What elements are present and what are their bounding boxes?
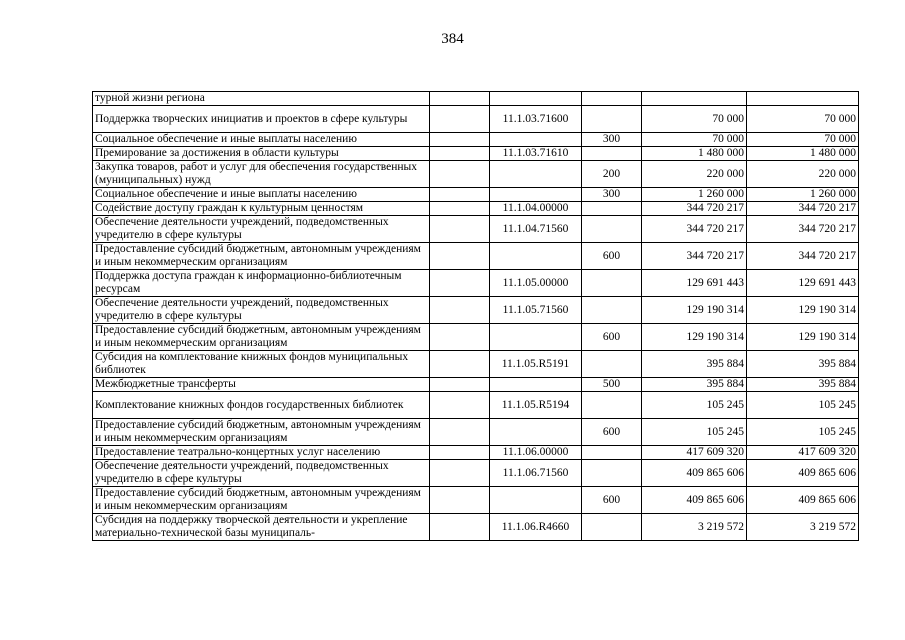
empty-cell (430, 460, 490, 487)
empty-cell (430, 378, 490, 392)
expense-type-cell (582, 351, 642, 378)
table-row (93, 270, 859, 297)
row-name-cell: турной жизни региона (93, 92, 430, 106)
table-row (93, 106, 859, 133)
row-name-cell: Закупка товаров, работ и услуг для обеспечения государственных (муниципальных) нужд (93, 161, 430, 188)
empty-cell (430, 419, 490, 446)
target-code-cell (490, 161, 582, 188)
amount-year1-cell: 395 884 (642, 351, 747, 378)
budget-table-body (93, 92, 859, 541)
amount-year2-cell: 344 720 217 (747, 202, 859, 216)
empty-cell (430, 161, 490, 188)
amount-year2-cell: 3 219 572 (747, 514, 859, 541)
target-code-cell: 11.1.05.R5194 (490, 392, 582, 419)
expense-type-cell: 200 (582, 161, 642, 188)
amount-year1-cell: 105 245 (642, 419, 747, 446)
table-row (93, 147, 859, 161)
amount-year1-cell: 417 609 320 (642, 446, 747, 460)
target-code-cell (490, 133, 582, 147)
expense-type-cell (582, 460, 642, 487)
target-code-cell (490, 188, 582, 202)
expense-type-cell: 600 (582, 243, 642, 270)
amount-year2-cell: 417 609 320 (747, 446, 859, 460)
target-code-cell: 11.1.03.71610 (490, 147, 582, 161)
empty-cell (430, 487, 490, 514)
target-code-cell: 11.1.05.00000 (490, 270, 582, 297)
amount-year2-cell: 395 884 (747, 351, 859, 378)
amount-year2-cell: 129 190 314 (747, 324, 859, 351)
amount-year1-cell: 409 865 606 (642, 460, 747, 487)
amount-year2-cell: 105 245 (747, 392, 859, 419)
row-name-cell: Обеспечение деятельности учреждений, подведомственных учредителю в сфере культуры (93, 216, 430, 243)
table-row (93, 297, 859, 324)
amount-year2-cell: 344 720 217 (747, 243, 859, 270)
target-code-cell: 11.1.06.00000 (490, 446, 582, 460)
empty-cell (430, 392, 490, 419)
empty-cell (430, 106, 490, 133)
amount-year1-cell: 220 000 (642, 161, 747, 188)
row-name-cell: Поддержка доступа граждан к информационно-библиотечным ресурсам (93, 270, 430, 297)
empty-cell (430, 92, 490, 106)
expense-type-cell: 600 (582, 324, 642, 351)
row-name-cell: Обеспечение деятельности учреждений, подведомственных учредителю в сфере культуры (93, 297, 430, 324)
empty-cell (430, 351, 490, 378)
row-name-cell: Предоставление театрально-концертных услуг населению (93, 446, 430, 460)
amount-year2-cell: 105 245 (747, 419, 859, 446)
table-row (93, 487, 859, 514)
table-row (93, 446, 859, 460)
expense-type-cell (582, 297, 642, 324)
table-row (93, 324, 859, 351)
amount-year1-cell: 409 865 606 (642, 487, 747, 514)
amount-year1-cell: 344 720 217 (642, 243, 747, 270)
amount-year2-cell: 220 000 (747, 161, 859, 188)
table-row (93, 216, 859, 243)
amount-year1-cell: 105 245 (642, 392, 747, 419)
empty-cell (430, 514, 490, 541)
target-code-cell (490, 92, 582, 106)
amount-year1-cell: 70 000 (642, 133, 747, 147)
amount-year1-cell: 129 691 443 (642, 270, 747, 297)
row-name-cell: Субсидия на поддержку творческой деятельности и укрепление материально-технической базы муниципаль- (93, 514, 430, 541)
amount-year2-cell: 70 000 (747, 133, 859, 147)
row-name-cell: Предоставление субсидий бюджетным, автономным учреждениям и иным некоммерческим организациям (93, 243, 430, 270)
amount-year2-cell: 70 000 (747, 106, 859, 133)
amount-year1-cell (642, 92, 747, 106)
empty-cell (430, 297, 490, 324)
amount-year1-cell: 1 480 000 (642, 147, 747, 161)
amount-year2-cell: 344 720 217 (747, 216, 859, 243)
table-row (93, 460, 859, 487)
amount-year1-cell: 344 720 217 (642, 216, 747, 243)
target-code-cell: 11.1.04.71560 (490, 216, 582, 243)
amount-year2-cell: 395 884 (747, 378, 859, 392)
target-code-cell: 11.1.06.71560 (490, 460, 582, 487)
amount-year2-cell: 129 190 314 (747, 297, 859, 324)
row-name-cell: Премирование за достижения в области культуры (93, 147, 430, 161)
empty-cell (430, 147, 490, 161)
amount-year2-cell: 1 260 000 (747, 188, 859, 202)
empty-cell (430, 324, 490, 351)
amount-year2-cell (747, 92, 859, 106)
row-name-cell: Обеспечение деятельности учреждений, подведомственных учредителю в сфере культуры (93, 460, 430, 487)
row-name-cell: Субсидия на комплектование книжных фондов муниципальных библиотек (93, 351, 430, 378)
row-name-cell: Социальное обеспечение и иные выплаты населению (93, 133, 430, 147)
row-name-cell: Предоставление субсидий бюджетным, автономным учреждениям и иным некоммерческим организациям (93, 419, 430, 446)
amount-year2-cell: 409 865 606 (747, 487, 859, 514)
row-name-cell: Межбюджетные трансферты (93, 378, 430, 392)
amount-year2-cell: 1 480 000 (747, 147, 859, 161)
target-code-cell (490, 243, 582, 270)
expense-type-cell (582, 446, 642, 460)
table-row (93, 188, 859, 202)
expense-type-cell (582, 106, 642, 133)
expense-type-cell (582, 92, 642, 106)
expense-type-cell (582, 270, 642, 297)
amount-year2-cell: 129 691 443 (747, 270, 859, 297)
row-name-cell: Поддержка творческих инициатив и проектов в сфере культуры (93, 106, 430, 133)
expense-type-cell: 300 (582, 133, 642, 147)
table-row (93, 351, 859, 378)
target-code-cell: 11.1.05.71560 (490, 297, 582, 324)
expense-type-cell (582, 147, 642, 161)
expense-type-cell: 300 (582, 188, 642, 202)
expense-type-cell (582, 202, 642, 216)
target-code-cell (490, 324, 582, 351)
empty-cell (430, 133, 490, 147)
empty-cell (430, 216, 490, 243)
target-code-cell: 11.1.05.R5191 (490, 351, 582, 378)
table-row (93, 161, 859, 188)
empty-cell (430, 243, 490, 270)
target-code-cell: 11.1.06.R4660 (490, 514, 582, 541)
expense-type-cell: 500 (582, 378, 642, 392)
amount-year1-cell: 1 260 000 (642, 188, 747, 202)
table-row (93, 419, 859, 446)
table-row (93, 133, 859, 147)
amount-year1-cell: 395 884 (642, 378, 747, 392)
target-code-cell: 11.1.03.71600 (490, 106, 582, 133)
row-name-cell: Социальное обеспечение и иные выплаты населению (93, 188, 430, 202)
row-name-cell: Предоставление субсидий бюджетным, автономным учреждениям и иным некоммерческим организациям (93, 324, 430, 351)
amount-year1-cell: 129 190 314 (642, 324, 747, 351)
page-number: 384 (441, 31, 464, 47)
amount-year1-cell: 3 219 572 (642, 514, 747, 541)
amount-year1-cell: 70 000 (642, 106, 747, 133)
budget-table (92, 91, 859, 541)
target-code-cell (490, 419, 582, 446)
row-name-cell: Содействие доступу граждан к культурным ценностям (93, 202, 430, 216)
expense-type-cell (582, 216, 642, 243)
table-row (93, 92, 859, 106)
empty-cell (430, 188, 490, 202)
expense-type-cell (582, 514, 642, 541)
empty-cell (430, 270, 490, 297)
table-row (93, 378, 859, 392)
amount-year1-cell: 344 720 217 (642, 202, 747, 216)
amount-year1-cell: 129 190 314 (642, 297, 747, 324)
table-row (93, 514, 859, 541)
expense-type-cell (582, 392, 642, 419)
target-code-cell: 11.1.04.00000 (490, 202, 582, 216)
table-row (93, 243, 859, 270)
expense-type-cell: 600 (582, 487, 642, 514)
table-row (93, 202, 859, 216)
empty-cell (430, 202, 490, 216)
table-row (93, 392, 859, 419)
expense-type-cell: 600 (582, 419, 642, 446)
empty-cell (430, 446, 490, 460)
target-code-cell (490, 378, 582, 392)
row-name-cell: Предоставление субсидий бюджетным, автономным учреждениям и иным некоммерческим организациям (93, 487, 430, 514)
amount-year2-cell: 409 865 606 (747, 460, 859, 487)
row-name-cell: Комплектование книжных фондов государственных библиотек (93, 392, 430, 419)
target-code-cell (490, 487, 582, 514)
